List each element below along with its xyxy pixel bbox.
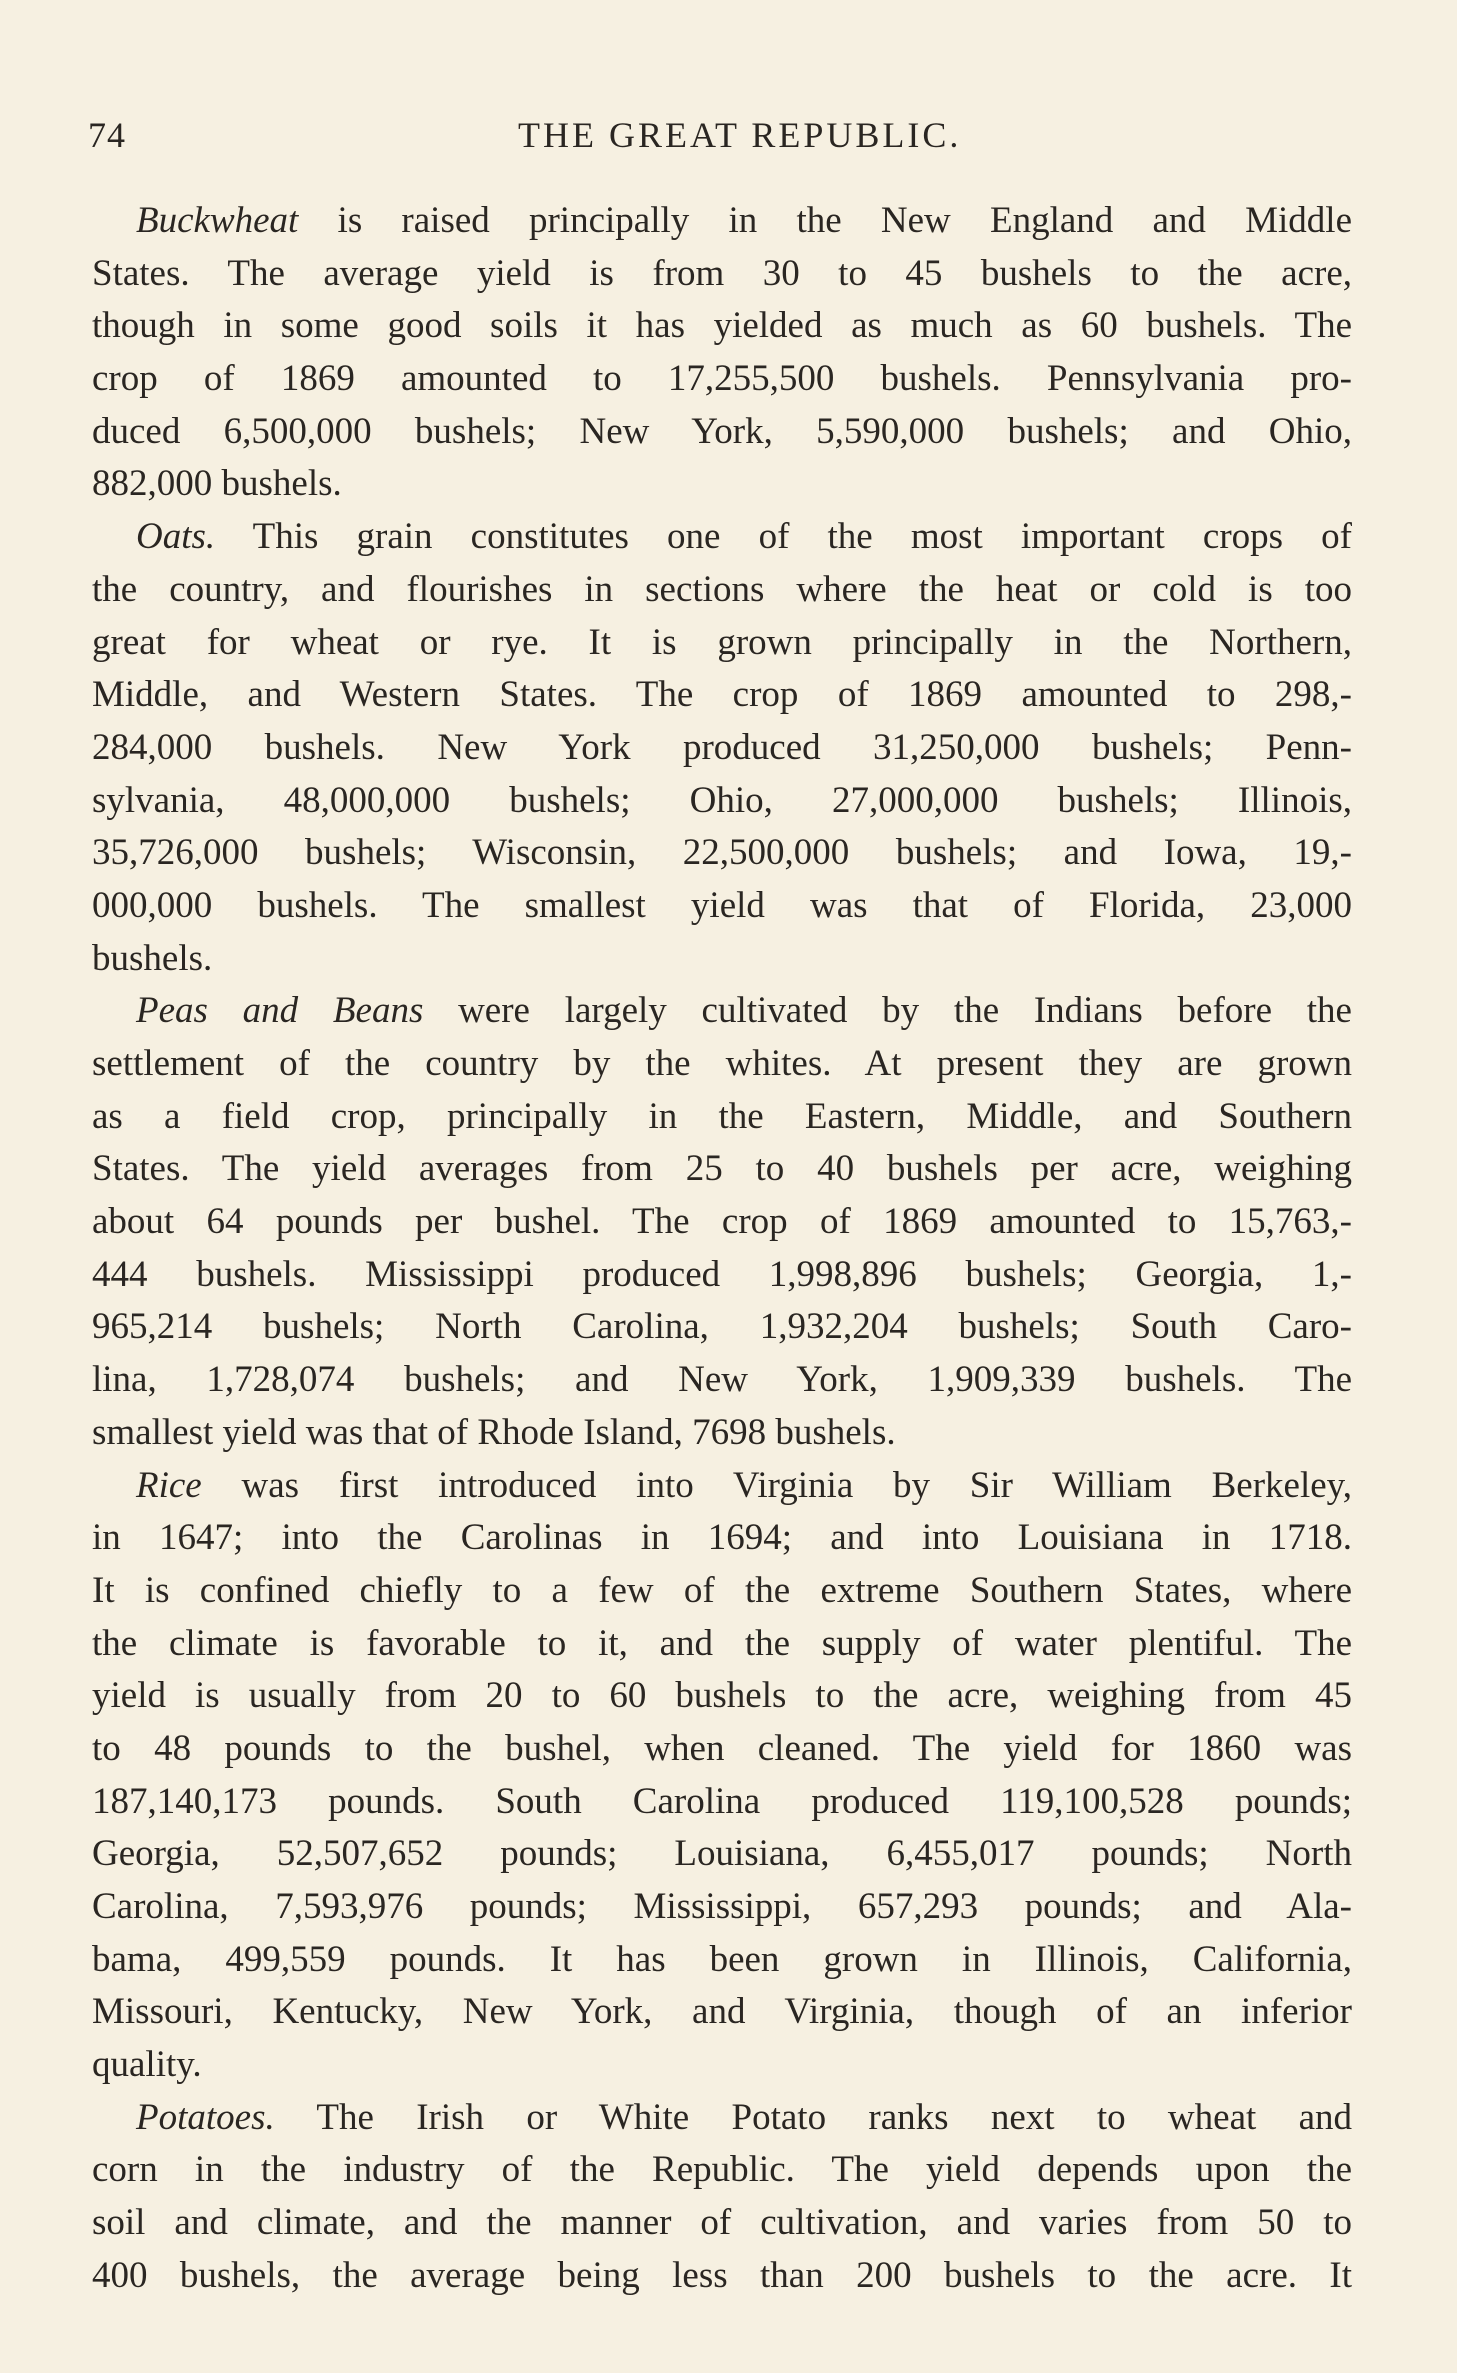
line-text: smallest yield was that of Rhode Island, 7698 bushels.	[92, 1411, 896, 1453]
text-line	[92, 1038, 1352, 1091]
line-text: 965,214 bushels; North Carolina, 1,932,204 bushels; South Caro-	[92, 1306, 1352, 1348]
line-text: 187,140,173 pounds. South Carolina produced 119,100,528 pounds;	[92, 1780, 1352, 1822]
text-line	[92, 1354, 1352, 1407]
text-line	[92, 1776, 1352, 1829]
text-line	[92, 1986, 1352, 2039]
line-text: settlement of the country by the whites. At present they are grown	[92, 1043, 1352, 1084]
text-line	[92, 1301, 1352, 1354]
line-text: about 64 pounds per bushel. The crop of 1869 amounted to 15,763,-	[92, 1201, 1352, 1243]
text-line	[92, 1934, 1352, 1987]
text-line	[92, 1618, 1352, 1671]
text-line	[92, 248, 1352, 301]
italic-term: Potatoes.	[136, 2096, 275, 2138]
line-text: though in some good soils it has yielded as much as 60 bushels. The	[92, 305, 1352, 347]
page-number: 74	[88, 115, 126, 155]
line-text: the climate is favorable to it, and the supply of water plentiful. The	[92, 1622, 1352, 1664]
text-line	[92, 1249, 1352, 1302]
text-line	[92, 1196, 1352, 1249]
line-text: lina, 1,728,074 bushels; and New York, 1,909,339 bushels. The	[92, 1359, 1352, 1401]
text-line	[92, 1143, 1352, 1196]
text-line	[92, 722, 1352, 775]
line-text: as a field crop, principally in the Eastern, Middle, and Southern	[92, 1095, 1352, 1137]
line-text: Carolina, 7,593,976 pounds; Mississippi, 657,293 pounds; and Ala-	[92, 1886, 1352, 1927]
line-text: bama, 499,559 pounds. It has been grown in Illinois, California,	[92, 1938, 1352, 1980]
line-text: 882,000 bushels.	[92, 463, 342, 505]
text-line	[92, 1512, 1352, 1565]
line-text: Georgia, 52,507,652 pounds; Louisiana, 6,455,017 pounds; North	[92, 1833, 1352, 1875]
line-text: bushels.	[92, 937, 213, 979]
text-line	[92, 406, 1352, 459]
line-text: crop of 1869 amounted to 17,255,500 bushels. Pennsylvania pro-	[92, 358, 1352, 400]
text-line	[92, 353, 1352, 406]
line-text: Missouri, Kentucky, New York, and Virginia, though of an inferior	[92, 1991, 1352, 2033]
text-line	[92, 1828, 1352, 1881]
text-line	[92, 2197, 1352, 2250]
text-line	[92, 1460, 1352, 1513]
body-text	[92, 195, 1352, 2303]
text-line	[92, 1407, 1352, 1460]
line-text: great for wheat or rye. It is grown principally in the Northern,	[92, 621, 1352, 663]
line-text: Middle, and Western States. The crop of 1869 amounted to 298,-	[92, 674, 1352, 716]
text-line	[92, 300, 1352, 353]
italic-term: Peas and Beans	[136, 990, 424, 1032]
text-line	[92, 2092, 1352, 2145]
line-text: soil and climate, and the manner of cultivation, and varies from 50 to	[92, 2202, 1352, 2244]
text-line	[92, 617, 1352, 670]
line-text: States. The average yield is from 30 to 45 bushels to the acre,	[92, 252, 1352, 294]
line-text: to 48 pounds to the bushel, when cleaned. The yield for 1860 was	[92, 1727, 1352, 1769]
line-text: yield is usually from 20 to 60 bushels to the acre, weighing from 45	[92, 1675, 1352, 1717]
text-line	[92, 1670, 1352, 1723]
line-text: This grain constitutes one of the most important crops of	[215, 516, 1352, 558]
italic-term: Buckwheat	[136, 200, 299, 241]
text-line	[92, 775, 1352, 828]
text-line	[92, 827, 1352, 880]
text-line	[92, 669, 1352, 722]
line-text: sylvania, 48,000,000 bushels; Ohio, 27,000,000 bushels; Illinois,	[92, 779, 1352, 821]
text-line	[92, 564, 1352, 617]
line-text: is raised principally in the New England and Middle	[298, 200, 1352, 241]
line-text: quality.	[92, 2044, 202, 2086]
running-title: THE GREAT REPUBLIC.	[518, 115, 962, 155]
text-line	[92, 880, 1352, 933]
line-text: was first introduced into Virginia by Sir William Berkeley,	[201, 1464, 1352, 1506]
text-line	[92, 458, 1352, 511]
line-text: corn in the industry of the Republic. The yield depends upon the	[92, 2149, 1352, 2191]
line-text: States. The yield averages from 25 to 40 bushels per acre, weighing	[92, 1148, 1352, 1190]
text-line	[92, 2250, 1352, 2303]
text-line	[92, 985, 1352, 1038]
italic-term: Oats.	[136, 516, 216, 558]
text-line	[92, 2144, 1352, 2197]
page-header	[88, 114, 1358, 162]
line-text: 35,726,000 bushels; Wisconsin, 22,500,000 bushels; and Iowa, 19,-	[92, 832, 1352, 874]
line-text: The Irish or White Potato ranks next to wheat and	[274, 2096, 1352, 2138]
text-line	[92, 195, 1352, 248]
text-line	[92, 933, 1352, 986]
line-text: 284,000 bushels. New York produced 31,250,000 bushels; Penn-	[92, 726, 1352, 768]
text-line	[92, 1091, 1352, 1144]
text-line	[92, 1723, 1352, 1776]
line-text: duced 6,500,000 bushels; New York, 5,590,000 bushels; and Ohio,	[92, 410, 1352, 452]
line-text: 400 bushels, the average being less than 200 bushels to the acre. It	[92, 2254, 1352, 2296]
italic-term: Rice	[136, 1464, 202, 1506]
line-text: in 1647; into the Carolinas in 1694; and into Louisiana in 1718.	[92, 1517, 1352, 1559]
text-line	[92, 2039, 1352, 2092]
line-text: 000,000 bushels. The smallest yield was that of Florida, 23,000	[92, 884, 1352, 926]
text-line	[92, 511, 1352, 564]
text-line	[92, 1565, 1352, 1618]
line-text: were largely cultivated by the Indians before the	[423, 990, 1352, 1032]
line-text: the country, and flourishes in sections where the heat or cold is too	[92, 568, 1352, 610]
line-text: It is confined chiefly to a few of the extreme Southern States, where	[92, 1569, 1352, 1611]
line-text: 444 bushels. Mississippi produced 1,998,896 bushels; Georgia, 1,-	[92, 1253, 1352, 1295]
text-line	[92, 1881, 1352, 1934]
